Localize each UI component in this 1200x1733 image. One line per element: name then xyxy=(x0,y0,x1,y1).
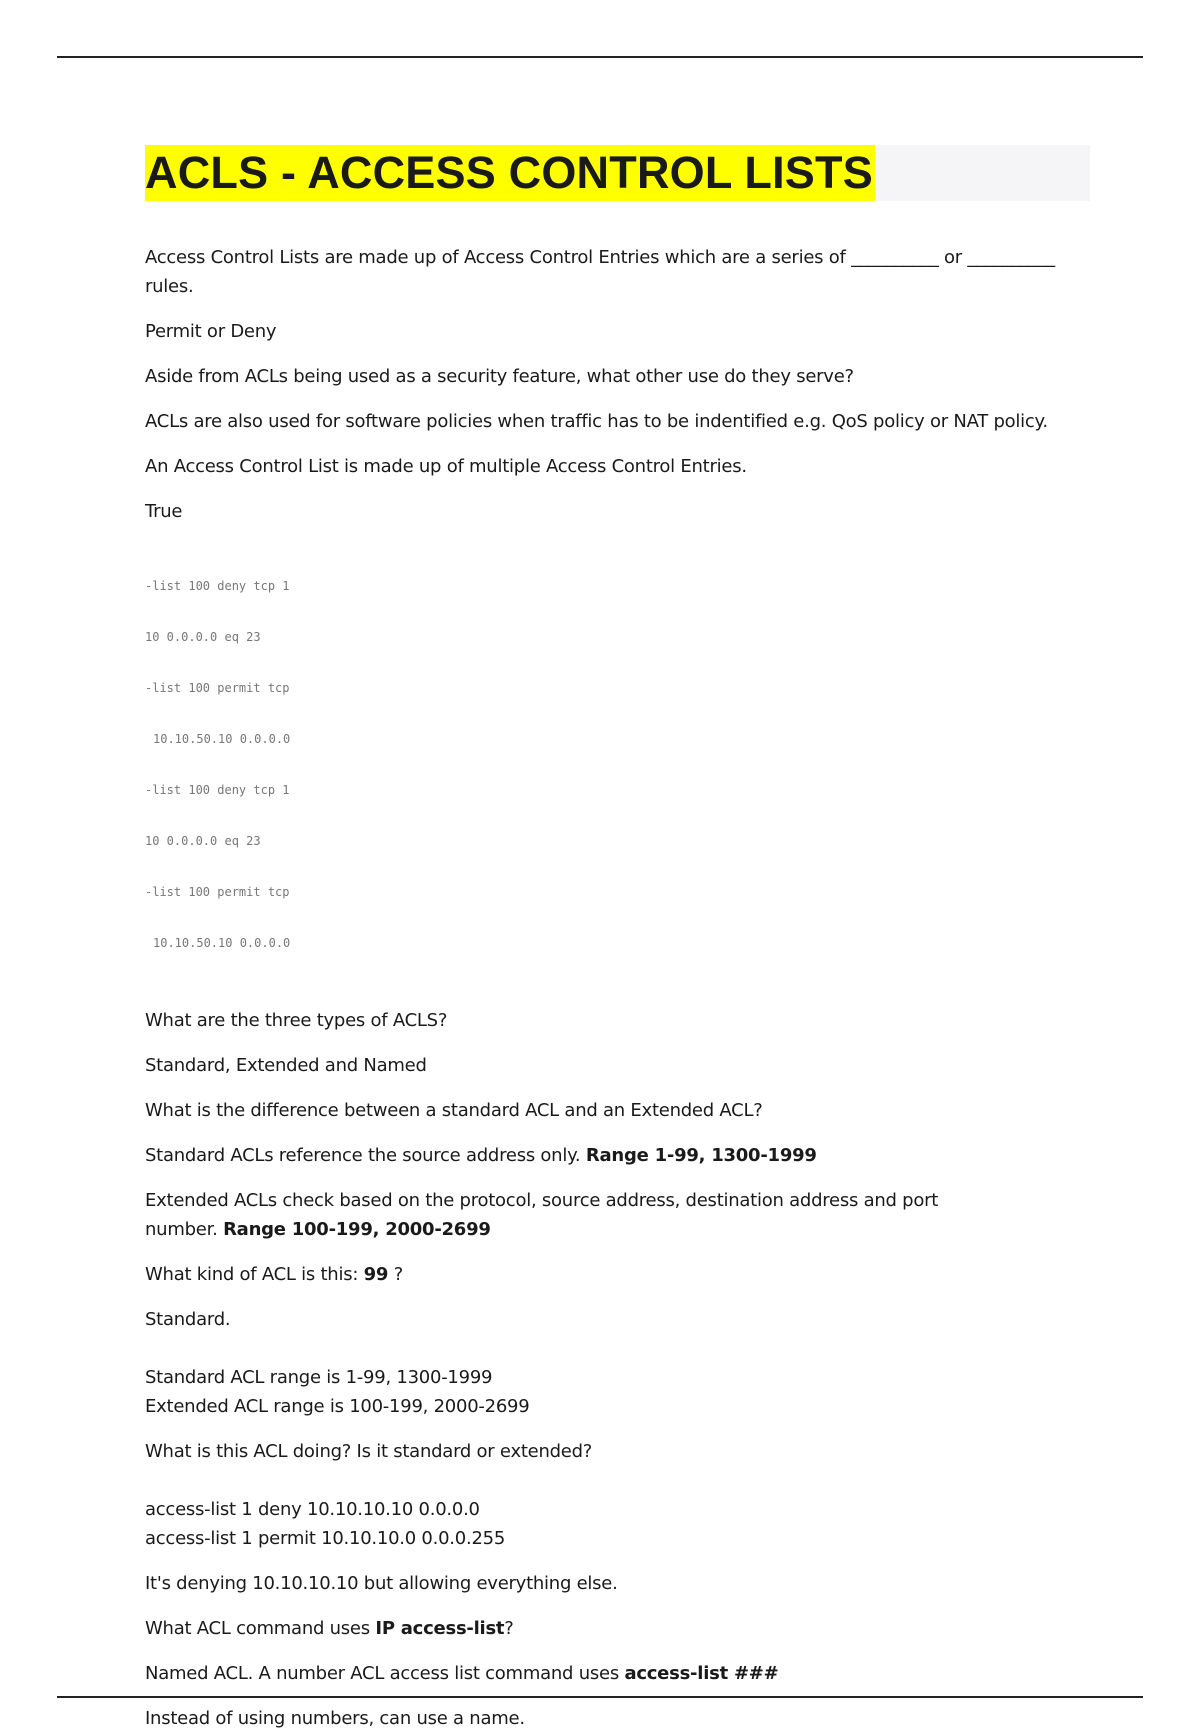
answer: Extended ACLs check based on the protocol, source address, destination address and port xyxy=(145,1190,939,1211)
question-text: What kind of ACL is this: xyxy=(145,1264,359,1285)
footer-rule xyxy=(57,1696,1143,1698)
title-band xyxy=(145,145,1090,201)
paragraph: Aside from ACLs being used as a security feature, what other use do they serve? xyxy=(145,366,854,387)
answer-text: number. xyxy=(145,1219,218,1240)
code-line: -list 100 permit tcp xyxy=(145,885,290,899)
code-line: -list 100 permit tcp xyxy=(145,681,290,695)
answer xyxy=(145,1659,1090,1688)
paragraph: rules. xyxy=(145,276,194,297)
question xyxy=(145,1260,1090,1289)
paragraph: True xyxy=(145,501,183,522)
question-mark: ? xyxy=(393,1264,403,1285)
code-line: 10.10.50.10 0.0.0.0 xyxy=(153,936,291,950)
question: What is this ACL doing? Is it standard or extended? xyxy=(145,1441,593,1462)
code-line: -list 100 deny tcp 1 xyxy=(145,783,290,797)
answer xyxy=(145,1141,1090,1170)
paragraph: Access Control Lists are made up of Access Control Entries which are a series of __________ or __________ xyxy=(145,247,1055,268)
command-bold: IP access-list xyxy=(375,1618,505,1639)
question: What is the difference between a standard ACL and an Extended ACL? xyxy=(145,1100,763,1121)
range-bold: Range 1-99, 1300-1999 xyxy=(585,1145,817,1166)
answer: Standard, Extended and Named xyxy=(145,1055,427,1076)
number-bold: 99 xyxy=(363,1264,389,1285)
question: What are the three types of ACLS? xyxy=(145,1010,448,1031)
range-bold: Range 100-199, 2000-2699 xyxy=(223,1219,491,1240)
answer: Extended ACL range is 100-199, 2000-2699 xyxy=(145,1396,530,1417)
answer: Instead of using numbers, can use a name. xyxy=(145,1708,525,1729)
paragraph: ACLs are also used for software policies when traffic has to be indentified e.g. QoS policy or NAT policy. xyxy=(145,411,1048,432)
question xyxy=(145,1614,1090,1643)
answer-text: Standard ACLs reference the source address only. xyxy=(145,1145,581,1166)
code-screenshot-image xyxy=(145,544,1090,986)
question-text: What ACL command uses xyxy=(145,1618,370,1639)
answer xyxy=(145,1215,1090,1244)
answer: Standard. xyxy=(145,1309,231,1330)
command-bold: access-list ### xyxy=(624,1663,779,1684)
code-line: 10 0.0.0.0 eq 23 xyxy=(145,834,261,848)
acl-line: access-list 1 permit 10.10.10.0 0.0.0.255 xyxy=(145,1528,506,1549)
acl-line: access-list 1 deny 10.10.10.10 0.0.0.0 xyxy=(145,1499,480,1520)
paragraph: An Access Control List is made up of multiple Access Control Entries. xyxy=(145,456,747,477)
code-line: 10 0.0.0.0 eq 23 xyxy=(145,630,261,644)
answer: It's denying 10.10.10.10 but allowing everything else. xyxy=(145,1573,618,1594)
question-mark: ? xyxy=(504,1618,514,1639)
page-title: ACLS - ACCESS CONTROL LISTS xyxy=(145,145,875,201)
document-body xyxy=(145,145,1090,1733)
paragraph: Permit or Deny xyxy=(145,321,277,342)
code-line: 10.10.50.10 0.0.0.0 xyxy=(153,732,291,746)
header-rule xyxy=(57,56,1143,58)
answer: Standard ACL range is 1-99, 1300-1999 xyxy=(145,1367,493,1388)
code-line: -list 100 deny tcp 1 xyxy=(145,579,290,593)
answer-text: Named ACL. A number ACL access list command uses xyxy=(145,1663,619,1684)
